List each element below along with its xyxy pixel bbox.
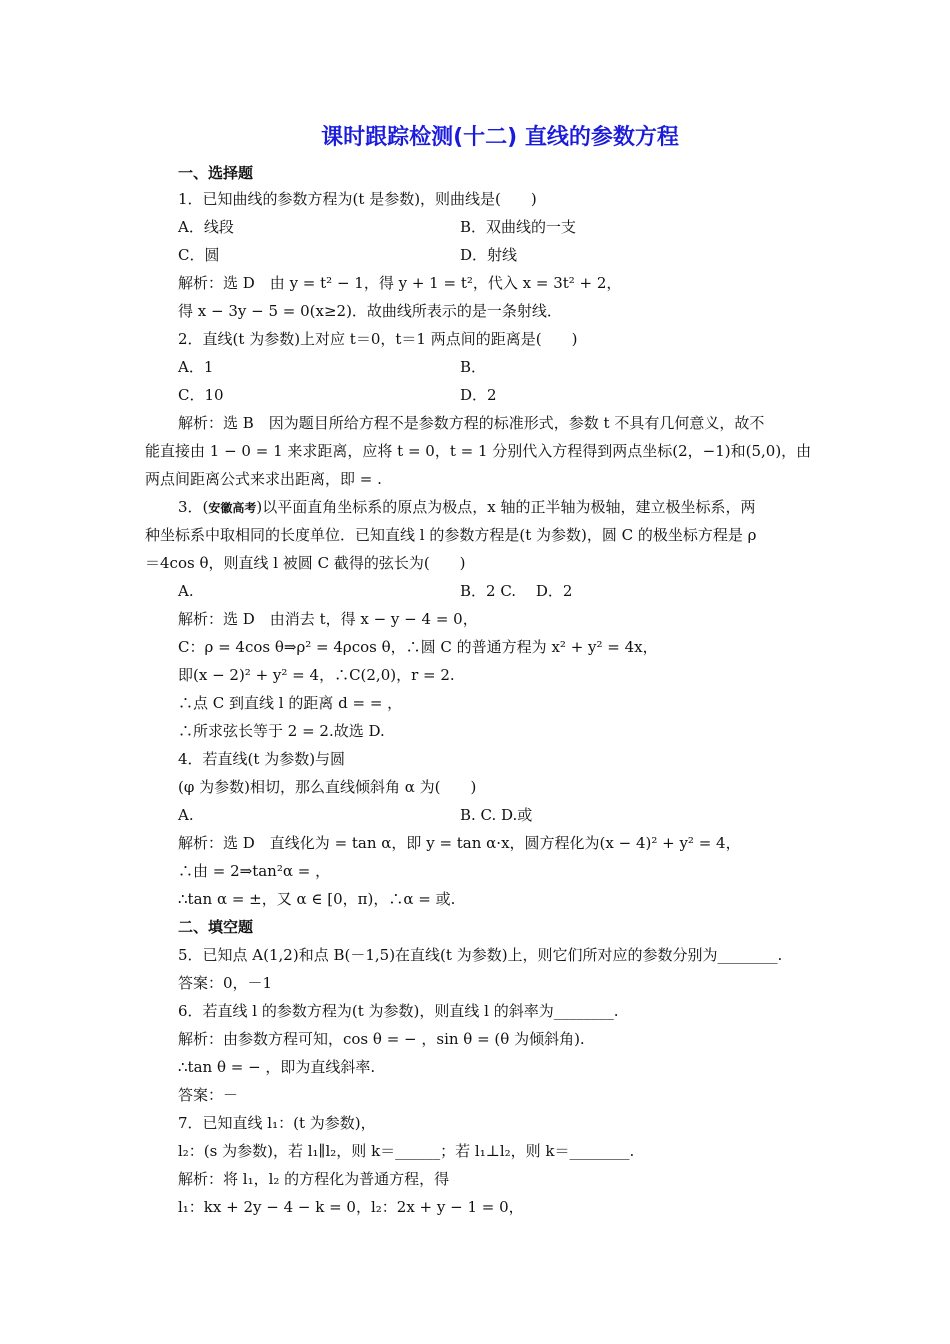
question-2-solution-line-3: 两点间距离公式来求出距离，即 = . bbox=[145, 470, 382, 488]
question-7-solution-line-2: l₁：kx + 2y − 4 − k = 0，l₂：2x + y − 1 = 0， bbox=[178, 1198, 524, 1216]
question-6-stem: 6．若直线 l 的参数方程为(t 为参数)，则直线 l 的斜率为________. bbox=[178, 1002, 619, 1020]
question-2-option-d: D．2 bbox=[460, 386, 497, 404]
question-3-stem-line-3: ＝4cos θ，则直线 l 被圆 C 截得的弦长为( ) bbox=[145, 554, 466, 572]
question-7-stem-line-1: 7．已知直线 l₁：(t 为参数)， bbox=[178, 1114, 376, 1132]
question-4-solution-line-3: ∴tan α = ±，又 α ∈ [0，π)，∴α = 或. bbox=[178, 890, 456, 908]
question-1-solution-line-2: 得 x − 3y − 5 = 0(x≥2)．故曲线所表示的是一条射线． bbox=[178, 302, 562, 320]
question-2-option-c: C．10 bbox=[178, 386, 224, 404]
question-2-solution-line-2: 能直接由 1 − 0 = 1 来求距离，应将 t = 0，t = 1 分别代入方程得到两点坐标(2，−1)和(5,0)，由 bbox=[145, 442, 812, 460]
question-4-solution-line-1: 解析：选 D 直线化为 = tan α，即 y = tan α·x，圆方程化为(x − 4)² + y² = 4， bbox=[178, 834, 741, 852]
question-7-solution-line-1: 解析：将 l₁，l₂ 的方程化为普通方程，得 bbox=[178, 1170, 450, 1188]
question-3-stem-text: )以平面直角坐标系的原点为极点，x 轴的正半轴为极轴，建立极坐标系，两 bbox=[256, 498, 756, 516]
question-4-options-bcd: B. C. D.或 bbox=[460, 806, 533, 824]
question-2-option-b: B． bbox=[460, 358, 487, 376]
question-5-answer: 答案：0，－1 bbox=[178, 974, 273, 992]
question-1-option-b: B．双曲线的一支 bbox=[460, 218, 577, 236]
question-3-option-a: A. bbox=[178, 582, 194, 600]
source-tag-anhui: 安徽高考 bbox=[208, 501, 257, 515]
question-4-stem-line-2: (φ 为参数)相切，那么直线倾斜角 α 为( ) bbox=[178, 778, 477, 796]
section-heading-fill-in: 二、填空题 bbox=[178, 918, 254, 936]
question-7-stem-line-2: l₂：(s 为参数)，若 l₁∥l₂，则 k＝______；若 l₁⊥l₂，则 k＝________. bbox=[178, 1142, 635, 1160]
question-1-stem: 1．已知曲线的参数方程为(t 是参数)，则曲线是( ) bbox=[178, 190, 537, 208]
question-5-stem: 5．已知点 A(1,2)和点 B(－1,5)在直线(t 为参数)上，则它们所对应的参数分别为________. bbox=[178, 946, 783, 964]
question-3-stem-line-2: 种坐标系中取相同的长度单位．已知直线 l 的参数方程是(t 为参数)，圆 C 的极坐标方程是 ρ bbox=[145, 526, 757, 544]
section-heading-choice: 一、选择题 bbox=[178, 164, 254, 182]
question-1-option-c: C．圆 bbox=[178, 246, 220, 264]
question-3-solution-line-3: 即(x − 2)² + y² = 4，∴C(2,0)，r = 2. bbox=[178, 666, 455, 684]
question-3-solution-line-4: ∴点 C 到直线 l 的距离 d = = ， bbox=[178, 694, 403, 712]
question-4-solution-line-2: ∴由 = 2⇒tan²α = ， bbox=[178, 862, 331, 880]
question-2-solution-line-1: 解析：选 B 因为题目所给方程不是参数方程的标准形式，参数 t 不具有几何意义，故不 bbox=[178, 414, 765, 432]
question-4-option-a: A. bbox=[178, 806, 194, 824]
question-1-option-a: A．线段 bbox=[178, 218, 234, 236]
question-6-solution-line-2: ∴tan θ = − ，即为直线斜率. bbox=[178, 1058, 376, 1076]
question-3-solution-line-1: 解析：选 D 由消去 t，得 x − y − 4 = 0， bbox=[178, 610, 478, 628]
question-6-solution-line-1: 解析：由参数方程可知，cos θ = − ，sin θ = (θ 为倾斜角). bbox=[178, 1030, 585, 1048]
question-2-option-a: A．1 bbox=[178, 358, 214, 376]
question-3-options-bcd: B．2 C. D．2 bbox=[460, 582, 573, 600]
page-title: 课时跟踪检测(十二) 直线的参数方程 bbox=[321, 125, 679, 150]
question-3-stem-line-1 bbox=[178, 497, 756, 518]
question-1-option-d: D．射线 bbox=[460, 246, 518, 264]
question-1-solution-line-1: 解析：选 D 由 y = t² − 1，得 y + 1 = t²，代入 x = 3t² + 2， bbox=[178, 274, 622, 292]
question-3-solution-line-5: ∴所求弦长等于 2 = 2.故选 D. bbox=[178, 722, 385, 740]
question-4-stem-line-1: 4．若直线(t 为参数)与圆 bbox=[178, 750, 346, 768]
question-6-answer: 答案：－ bbox=[178, 1086, 239, 1104]
question-3-number: 3．( bbox=[178, 498, 209, 516]
question-2-stem: 2．直线(t 为参数)上对应 t＝0，t＝1 两点间的距离是( ) bbox=[178, 330, 578, 348]
question-3-solution-line-2: C：ρ = 4cos θ⇒ρ² = 4ρcos θ，∴圆 C 的普通方程为 x² + y² = 4x， bbox=[178, 638, 658, 656]
